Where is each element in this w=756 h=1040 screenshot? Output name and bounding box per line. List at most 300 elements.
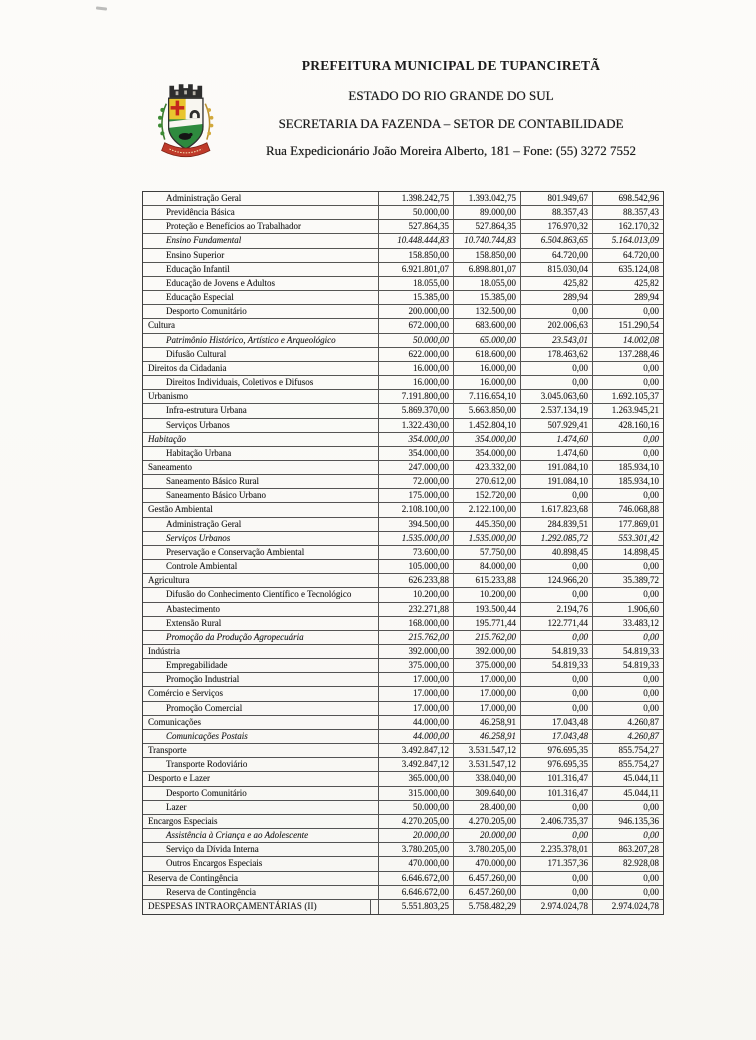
row-label: Direitos Individuais, Coletivos e Difusos xyxy=(143,376,379,389)
table-row xyxy=(143,433,663,447)
row-label: Indústria xyxy=(143,645,379,658)
row-label: Abastecimento xyxy=(143,603,379,616)
row-label: Serviço da Dívida Interna xyxy=(143,843,379,856)
value-cell: 6.646.672,00 xyxy=(379,886,454,899)
value-cell: 527.864,35 xyxy=(454,220,521,233)
value-cell: 10.200,00 xyxy=(379,588,454,601)
value-cell: 309.640,00 xyxy=(454,787,521,800)
value-cell: 7.191.800,00 xyxy=(379,390,454,403)
value-cell: 50.000,00 xyxy=(379,801,454,814)
value-cell: 10.200,00 xyxy=(454,588,521,601)
table-row xyxy=(143,305,663,319)
value-cell: 2.235.378,01 xyxy=(521,843,593,856)
table-row xyxy=(143,334,663,348)
value-cell: 0,00 xyxy=(643,702,659,713)
value-cell: 0,00 xyxy=(643,306,659,317)
value-cell: 284.839,51 xyxy=(521,518,593,531)
value-cell: 0,00 xyxy=(521,376,593,389)
value-cell: 57.750,00 xyxy=(454,546,521,559)
value-cell: 122.771,44 xyxy=(521,617,593,630)
value-cell: 0,00 xyxy=(521,872,593,885)
value-cell: 1.322.430,00 xyxy=(379,419,454,432)
row-label: Assistência à Criança e ao Adolescente xyxy=(143,829,379,842)
value-cell: 354.000,00 xyxy=(454,447,521,460)
value-cell: 855.754,27 xyxy=(618,745,659,756)
value-cell: 375.000,00 xyxy=(379,659,454,672)
value-cell: 672.000,00 xyxy=(379,319,454,332)
value-cell: 16.000,00 xyxy=(454,362,521,375)
value-cell: 64.720,00 xyxy=(623,249,659,260)
value-cell: 0,00 xyxy=(521,560,593,573)
value-cell: 137.288,46 xyxy=(618,348,659,359)
value-cell: 82.928,08 xyxy=(623,858,659,869)
value-cell: 185.934,10 xyxy=(618,461,659,472)
table-row xyxy=(143,843,663,857)
value-cell: 54.819,33 xyxy=(521,659,593,672)
row-label: Preservação e Conservação Ambiental xyxy=(143,546,379,559)
table-row xyxy=(143,886,663,900)
table-row xyxy=(143,376,663,390)
value-cell: 45.044,11 xyxy=(623,787,659,798)
value-cell: 16.000,00 xyxy=(454,376,521,389)
row-label: Comunicações Postais xyxy=(143,730,379,743)
value-cell: 2.406.735,37 xyxy=(521,815,593,828)
value-cell: 202.006,63 xyxy=(521,319,593,332)
value-cell: 89.000,00 xyxy=(454,206,521,219)
row-label: Promoção Industrial xyxy=(143,673,379,686)
value-cell: 124.966,20 xyxy=(521,574,593,587)
value-cell: 6.921.801,07 xyxy=(379,263,454,276)
value-cell: 45.044,11 xyxy=(623,773,659,784)
value-cell: 64.720,00 xyxy=(521,249,593,262)
table-row xyxy=(143,801,663,815)
value-cell: 151.290,54 xyxy=(618,320,659,331)
value-cell: 365.000,00 xyxy=(379,772,454,785)
value-cell: 17.000,00 xyxy=(454,673,521,686)
value-cell: 289,94 xyxy=(634,292,659,303)
row-label: Infra-estrutura Urbana xyxy=(143,404,379,417)
value-cell: 2.974.024,78 xyxy=(611,900,659,911)
value-cell: 17.000,00 xyxy=(454,687,521,700)
value-cell: 0,00 xyxy=(521,588,593,601)
value-cell: 0,00 xyxy=(643,362,659,373)
row-label: Serviços Urbanos xyxy=(143,532,379,545)
spacer-cell xyxy=(371,900,379,914)
table-row xyxy=(143,348,663,362)
value-cell: 0,00 xyxy=(643,830,659,841)
header-department-line: SECRETARIA DA FAZENDA – SETOR DE CONTABILIDADE xyxy=(278,116,624,131)
row-label: Saneamento Básico Urbano xyxy=(143,489,379,502)
value-cell: 0,00 xyxy=(521,673,593,686)
table-row xyxy=(143,787,663,801)
value-cell: 470.000,00 xyxy=(379,857,454,870)
value-cell: 54.819,33 xyxy=(623,660,659,671)
value-cell: 73.600,00 xyxy=(379,546,454,559)
table-row xyxy=(143,872,663,886)
table-row xyxy=(143,574,663,588)
value-cell: 855.754,27 xyxy=(618,759,659,770)
value-cell: 23.543,01 xyxy=(521,334,593,347)
row-label: Saneamento xyxy=(143,461,379,474)
value-cell: 635.124,08 xyxy=(618,263,659,274)
value-cell: 20.000,00 xyxy=(454,829,521,842)
header-state-line: ESTADO DO RIO GRANDE DO SUL xyxy=(348,88,554,103)
value-cell: 50.000,00 xyxy=(379,334,454,347)
value-cell: 0,00 xyxy=(521,631,593,644)
value-cell: 2.194,76 xyxy=(521,603,593,616)
value-cell: 46.258,91 xyxy=(454,730,521,743)
value-cell: 1.393.042,75 xyxy=(454,192,521,205)
row-label: Desporto e Lazer xyxy=(143,772,379,785)
municipal-coat-of-arms-logo xyxy=(146,78,224,170)
table-row xyxy=(143,518,663,532)
value-cell: 3.780.205,00 xyxy=(379,843,454,856)
value-cell: 168.000,00 xyxy=(379,617,454,630)
value-cell: 0,00 xyxy=(521,489,593,502)
value-cell: 84.000,00 xyxy=(454,560,521,573)
value-cell: 215.762,00 xyxy=(379,631,454,644)
value-cell: 863.207,28 xyxy=(618,844,659,855)
value-cell: 315.000,00 xyxy=(379,787,454,800)
value-cell: 5.758.482,29 xyxy=(454,900,521,914)
table-row xyxy=(143,617,663,631)
value-cell: 35.389,72 xyxy=(623,575,659,586)
value-cell: 1.263.945,21 xyxy=(611,405,659,416)
value-cell: 193.500,44 xyxy=(454,603,521,616)
row-label: Cultura xyxy=(143,319,379,332)
row-label: Urbanismo xyxy=(143,390,379,403)
value-cell: 6.457.260,00 xyxy=(454,872,521,885)
table-row xyxy=(143,716,663,730)
row-label: Promoção da Produção Agropecuária xyxy=(143,631,379,644)
table-row xyxy=(143,277,663,291)
value-cell: 0,00 xyxy=(521,305,593,318)
value-cell: 15.385,00 xyxy=(379,291,454,304)
row-label: Patrimônio Histórico, Artístico e Arqueológico xyxy=(143,334,379,347)
row-label: Agricultura xyxy=(143,574,379,587)
table-row xyxy=(143,192,663,206)
value-cell: 16.000,00 xyxy=(379,362,454,375)
value-cell: 10.448.444,83 xyxy=(379,234,454,247)
value-cell: 176.970,32 xyxy=(521,220,593,233)
table-row xyxy=(143,503,663,517)
value-cell: 40.898,45 xyxy=(521,546,593,559)
value-cell: 10.740.744,83 xyxy=(454,234,521,247)
value-cell: 683.600,00 xyxy=(454,319,521,332)
value-cell: 4.260,87 xyxy=(627,716,659,727)
value-cell: 4.270.205,00 xyxy=(454,815,521,828)
value-cell: 0,00 xyxy=(643,377,659,388)
value-cell: 18.055,00 xyxy=(454,277,521,290)
value-cell: 0,00 xyxy=(521,886,593,899)
table-row xyxy=(143,900,663,914)
value-cell: 0,00 xyxy=(643,631,659,642)
table-row xyxy=(143,758,663,772)
row-label: Educação Infantil xyxy=(143,263,379,276)
value-cell: 1.474,60 xyxy=(521,447,593,460)
value-cell: 46.258,91 xyxy=(454,716,521,729)
value-cell: 0,00 xyxy=(643,433,659,444)
value-cell: 17.043,48 xyxy=(521,730,593,743)
row-label: Desporto Comunitário xyxy=(143,787,379,800)
value-cell: 3.780.205,00 xyxy=(454,843,521,856)
table-row xyxy=(143,631,663,645)
row-label: Empregabilidade xyxy=(143,659,379,672)
value-cell: 33.483,12 xyxy=(623,617,659,628)
value-cell: 5.164.013,09 xyxy=(611,235,659,246)
value-cell: 200.000,00 xyxy=(379,305,454,318)
table-row xyxy=(143,603,663,617)
row-label: Proteção e Benefícios ao Trabalhador xyxy=(143,220,379,233)
row-label: Transporte xyxy=(143,744,379,757)
value-cell: 3.045.063,60 xyxy=(521,390,593,403)
row-label: Ensino Superior xyxy=(143,249,379,262)
table-row xyxy=(143,206,663,220)
value-cell: 0,00 xyxy=(643,688,659,699)
value-cell: 0,00 xyxy=(643,801,659,812)
value-cell: 20.000,00 xyxy=(379,829,454,842)
row-label: Lazer xyxy=(143,801,379,814)
value-cell: 746.068,88 xyxy=(618,504,659,515)
row-label: Ensino Fundamental xyxy=(143,234,379,247)
value-cell: 354.000,00 xyxy=(454,433,521,446)
row-label: Previdência Básica xyxy=(143,206,379,219)
value-cell: 72.000,00 xyxy=(379,475,454,488)
value-cell: 14.898,45 xyxy=(623,546,659,557)
value-cell: 0,00 xyxy=(521,829,593,842)
page-title: PREFEITURA MUNICIPAL DE TUPANCIRETÃ xyxy=(301,58,601,73)
row-label: Comércio e Serviços xyxy=(143,687,379,700)
row-label: Encargos Especiais xyxy=(143,815,379,828)
value-cell: 354.000,00 xyxy=(379,447,454,460)
value-cell: 553.301,42 xyxy=(618,532,659,543)
value-cell: 618.600,00 xyxy=(454,348,521,361)
value-cell: 101.316,47 xyxy=(521,772,593,785)
value-cell: 470.000,00 xyxy=(454,857,521,870)
row-label: Promoção Comercial xyxy=(143,702,379,715)
table-row xyxy=(143,234,663,248)
value-cell: 527.864,35 xyxy=(379,220,454,233)
value-cell: 191.084,10 xyxy=(521,475,593,488)
row-label: Difusão Cultural xyxy=(143,348,379,361)
value-cell: 394.500,00 xyxy=(379,518,454,531)
table-row xyxy=(143,588,663,602)
value-cell: 0,00 xyxy=(643,561,659,572)
table-row xyxy=(143,249,663,263)
value-cell: 88.357,43 xyxy=(521,206,593,219)
table-row xyxy=(143,645,663,659)
value-cell: 5.663.850,00 xyxy=(454,404,521,417)
value-cell: 6.646.672,00 xyxy=(379,872,454,885)
value-cell: 946.135,36 xyxy=(618,815,659,826)
value-cell: 392.000,00 xyxy=(379,645,454,658)
row-label: Reserva de Contingência xyxy=(143,872,379,885)
row-label: Difusão do Conhecimento Científico e Tecnológico xyxy=(143,588,379,601)
value-cell: 3.531.547,12 xyxy=(454,744,521,757)
value-cell: 162.170,32 xyxy=(618,221,659,232)
value-cell: 2.537.134,19 xyxy=(521,404,593,417)
value-cell: 976.695,35 xyxy=(521,744,593,757)
row-label: Outros Encargos Especiais xyxy=(143,857,379,870)
row-label: Educação de Jovens e Adultos xyxy=(143,277,379,290)
value-cell: 0,00 xyxy=(521,702,593,715)
value-cell: 6.898.801,07 xyxy=(454,263,521,276)
value-cell: 3.492.847,12 xyxy=(379,758,454,771)
row-label: Serviços Urbanos xyxy=(143,419,379,432)
table-row xyxy=(143,362,663,376)
table-row xyxy=(143,702,663,716)
value-cell: 0,00 xyxy=(521,801,593,814)
value-cell: 247.000,00 xyxy=(379,461,454,474)
row-label: Comunicações xyxy=(143,716,379,729)
row-label: Administração Geral xyxy=(143,192,379,205)
value-cell: 615.233,88 xyxy=(454,574,521,587)
value-cell: 289,94 xyxy=(521,291,593,304)
value-cell: 158.850,00 xyxy=(379,249,454,262)
table-row xyxy=(143,857,663,871)
value-cell: 50.000,00 xyxy=(379,206,454,219)
value-cell: 622.000,00 xyxy=(379,348,454,361)
value-cell: 171.357,36 xyxy=(521,857,593,870)
table-row xyxy=(143,659,663,673)
value-cell: 1.617.823,68 xyxy=(521,503,593,516)
budget-table xyxy=(142,191,664,915)
value-cell: 232.271,88 xyxy=(379,603,454,616)
table-row xyxy=(143,390,663,404)
value-cell: 0,00 xyxy=(643,674,659,685)
value-cell: 17.043,48 xyxy=(521,716,593,729)
table-row xyxy=(143,447,663,461)
value-cell: 175.000,00 xyxy=(379,489,454,502)
value-cell: 0,00 xyxy=(643,490,659,501)
value-cell: 0,00 xyxy=(643,447,659,458)
table-row xyxy=(143,461,663,475)
value-cell: 17.000,00 xyxy=(454,702,521,715)
table-row xyxy=(143,730,663,744)
value-cell: 7.116.654,10 xyxy=(454,390,521,403)
value-cell: 4.270.205,00 xyxy=(379,815,454,828)
value-cell: 815.030,04 xyxy=(521,263,593,276)
value-cell: 1.535.000,00 xyxy=(454,532,521,545)
value-cell: 158.850,00 xyxy=(454,249,521,262)
value-cell: 0,00 xyxy=(521,362,593,375)
value-cell: 18.055,00 xyxy=(379,277,454,290)
header-address-line: Rua Expedicionário João Moreira Alberto, 181 – Fone: (55) 3272 7552 xyxy=(265,143,637,158)
value-cell: 177.869,01 xyxy=(618,518,659,529)
row-label: Extensão Rural xyxy=(143,617,379,630)
value-cell: 1.906,60 xyxy=(627,603,659,614)
value-cell: 2.974.024,78 xyxy=(521,900,593,914)
value-cell: 338.040,00 xyxy=(454,772,521,785)
value-cell: 14.002,08 xyxy=(623,334,659,345)
table-row xyxy=(143,546,663,560)
scan-artifact-mark xyxy=(96,6,107,10)
value-cell: 132.500,00 xyxy=(454,305,521,318)
table-row xyxy=(143,673,663,687)
value-cell: 425,82 xyxy=(521,277,593,290)
value-cell: 1.692.105,37 xyxy=(611,391,659,402)
table-row xyxy=(143,815,663,829)
value-cell: 17.000,00 xyxy=(379,687,454,700)
value-cell: 3.531.547,12 xyxy=(454,758,521,771)
table-row xyxy=(143,772,663,786)
value-cell: 54.819,33 xyxy=(623,646,659,656)
value-cell: 1.474,60 xyxy=(521,433,593,446)
table-row xyxy=(143,744,663,758)
value-cell: 191.084,10 xyxy=(521,461,593,474)
value-cell: 4.260,87 xyxy=(627,730,659,741)
value-cell: 0,00 xyxy=(643,589,659,600)
value-cell: 801.949,67 xyxy=(521,192,593,205)
row-label: DESPESAS INTRAORÇAMENTÁRIAS (II) xyxy=(143,900,371,914)
value-cell: 15.385,00 xyxy=(454,291,521,304)
value-cell: 1.452.804,10 xyxy=(454,419,521,432)
table-row xyxy=(143,419,663,433)
row-label: Saneamento Básico Rural xyxy=(143,475,379,488)
table-row xyxy=(143,829,663,843)
value-cell: 2.122.100,00 xyxy=(454,503,521,516)
row-label: Desporto Comunitário xyxy=(143,305,379,318)
value-cell: 17.000,00 xyxy=(379,702,454,715)
value-cell: 423.332,00 xyxy=(454,461,521,474)
row-label: Direitos da Cidadania xyxy=(143,362,379,375)
value-cell: 54.819,33 xyxy=(521,645,593,658)
row-label: Gestão Ambiental xyxy=(143,503,379,516)
value-cell: 178.463,62 xyxy=(521,348,593,361)
value-cell: 6.504.863,65 xyxy=(521,234,593,247)
value-cell: 2.108.100,00 xyxy=(379,503,454,516)
table-row xyxy=(143,560,663,574)
value-cell: 1.292.085,72 xyxy=(521,532,593,545)
row-label: Educação Especial xyxy=(143,291,379,304)
value-cell: 0,00 xyxy=(643,872,659,883)
value-cell: 195.771,44 xyxy=(454,617,521,630)
value-cell: 1.535.000,00 xyxy=(379,532,454,545)
table-row xyxy=(143,404,663,418)
row-label: Reserva de Contingência xyxy=(143,886,379,899)
table-row xyxy=(143,475,663,489)
value-cell: 152.720,00 xyxy=(454,489,521,502)
value-cell: 185.934,10 xyxy=(618,476,659,487)
value-cell: 17.000,00 xyxy=(379,673,454,686)
value-cell: 5.869.370,00 xyxy=(379,404,454,417)
value-cell: 3.492.847,12 xyxy=(379,744,454,757)
value-cell: 626.233,88 xyxy=(379,574,454,587)
value-cell: 16.000,00 xyxy=(379,376,454,389)
value-cell: 101.316,47 xyxy=(521,787,593,800)
table-row xyxy=(143,532,663,546)
table-row xyxy=(143,220,663,234)
value-cell: 44.000,00 xyxy=(379,716,454,729)
value-cell: 215.762,00 xyxy=(454,631,521,644)
value-cell: 0,00 xyxy=(643,886,659,897)
table-row xyxy=(143,263,663,277)
row-label: Controle Ambiental xyxy=(143,560,379,573)
value-cell: 392.000,00 xyxy=(454,645,521,658)
value-cell: 976.695,35 xyxy=(521,758,593,771)
value-cell: 28.400,00 xyxy=(454,801,521,814)
value-cell: 6.457.260,00 xyxy=(454,886,521,899)
table-row xyxy=(143,687,663,701)
value-cell: 44.000,00 xyxy=(379,730,454,743)
value-cell: 698.542,96 xyxy=(618,193,659,203)
value-cell: 507.929,41 xyxy=(521,419,593,432)
value-cell: 425,82 xyxy=(634,277,659,288)
value-cell: 375.000,00 xyxy=(454,659,521,672)
value-cell: 354.000,00 xyxy=(379,433,454,446)
row-label: Habitação Urbana xyxy=(143,447,379,460)
row-label: Administração Geral xyxy=(143,518,379,531)
